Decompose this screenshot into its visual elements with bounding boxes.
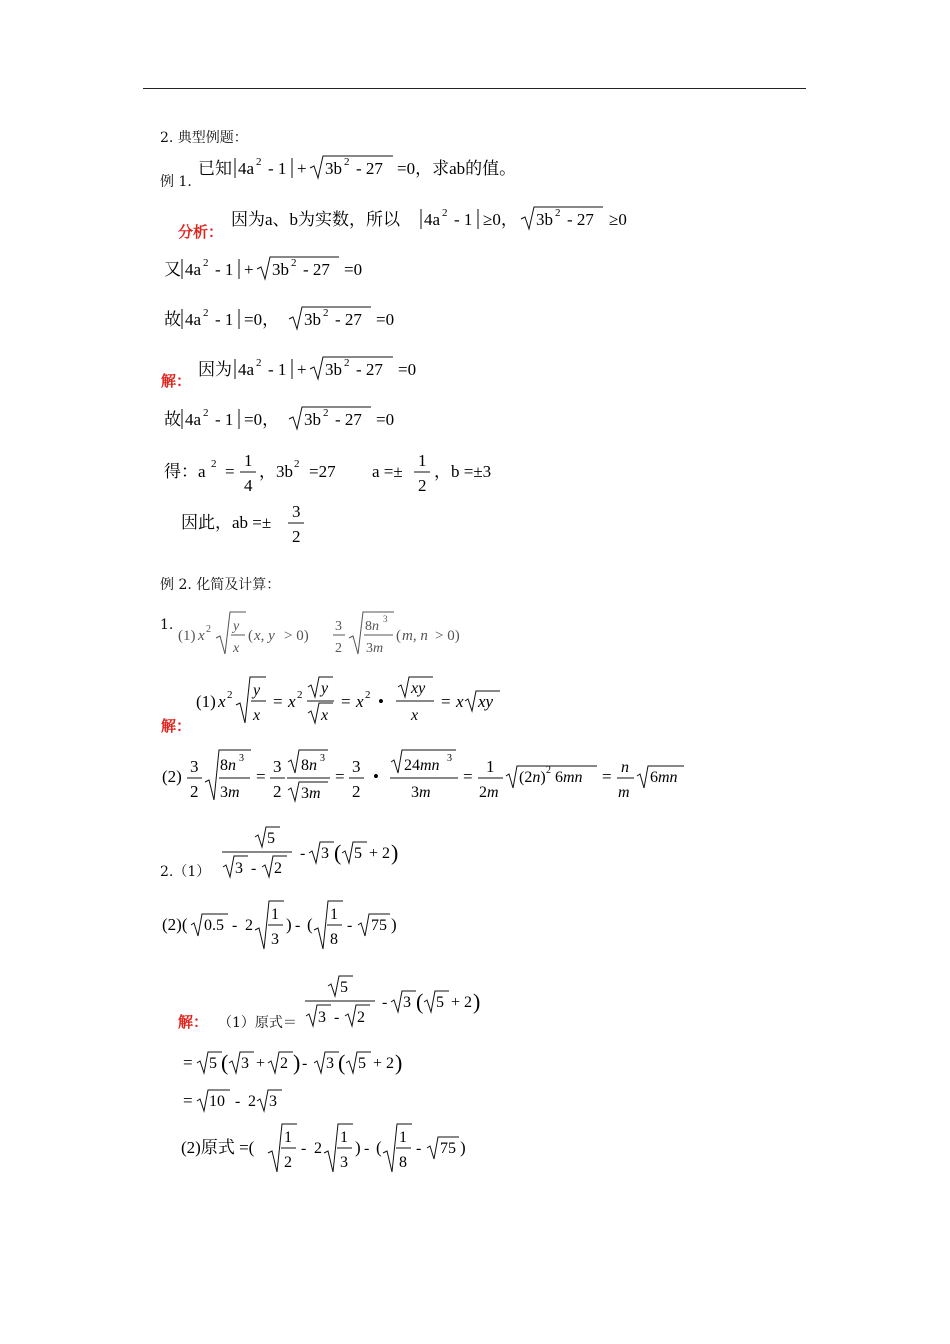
example2-label: 例 2. 化简及计算： [160,577,281,593]
svg-text:-: - [364,1140,370,1157]
svg-text:(2)原式 =(: (2)原式 =( [181,1138,255,1157]
svg-text:3m: 3m [220,784,240,801]
svg-text:4: 4 [244,476,253,495]
svg-text:≥0，: ≥0， [483,210,518,229]
analysis-line1 [231,201,651,235]
svg-text:=0，: =0， [244,410,280,429]
example1-label: 例 1. [160,174,192,190]
svg-text:x: x [198,628,205,644]
svg-text:=: = [463,767,473,786]
svg-text:(1): (1) [178,628,196,644]
svg-text:): ) [286,915,292,934]
svg-text:x: x [288,692,296,711]
sol2-line2 [183,1044,423,1078]
solution-line3 [164,448,524,498]
svg-text:- 27: - 27 [356,159,383,178]
svg-text:2: 2 [203,257,209,269]
svg-text:1: 1 [418,451,427,470]
svg-text:): ) [391,915,397,934]
svg-text:+: + [244,260,254,279]
svg-text:3: 3 [326,1055,334,1072]
solution-2 [162,746,702,806]
svg-text:3: 3 [292,502,301,521]
svg-text:2: 2 [190,782,199,801]
svg-text:=: = [225,462,235,481]
svg-text:x: x [456,692,464,711]
q1-expression [178,608,478,660]
example2-solution2-label: 解： [178,1013,209,1031]
svg-text:x: x [253,707,261,724]
svg-text:x: x [321,707,329,724]
svg-text:5: 5 [354,845,362,862]
svg-text:(: ( [334,840,342,865]
svg-text:-: - [295,917,301,934]
svg-text:2: 2 [352,782,361,801]
svg-text:m: m [618,784,630,801]
svg-text:•: • [378,692,384,711]
svg-text:2: 2 [206,624,211,635]
svg-text:x: x [411,707,419,724]
svg-text:+: + [297,360,307,379]
svg-text:2: 2 [211,458,217,470]
svg-text:2m: 2m [479,784,499,801]
svg-text:> 0): > 0) [284,628,309,644]
svg-text:故: 故 [164,310,181,329]
svg-text:8: 8 [399,1154,407,1171]
svg-text:2: 2 [555,207,561,219]
svg-text:3: 3 [320,753,325,764]
svg-text:=0: =0 [376,410,395,429]
svg-text:=27: =27 [309,462,336,481]
svg-text:3: 3 [318,1009,326,1026]
svg-text:故: 故 [164,410,181,429]
svg-text:- 1: - 1 [215,410,234,429]
svg-text:xy: xy [478,692,494,711]
q2-number: 2.（1） [160,864,211,880]
svg-text:(: ( [307,915,313,934]
svg-text:5: 5 [340,979,348,996]
svg-text:3: 3 [241,1055,249,1072]
svg-text:3b: 3b [304,310,321,329]
svg-text:=: = [602,767,612,786]
svg-text:3: 3 [190,757,199,776]
svg-text:-: - [347,917,353,934]
svg-text:(: ( [416,989,424,1014]
svg-text:a =±: a =± [372,462,403,481]
svg-text:=0: =0 [344,260,363,279]
svg-text:1: 1 [330,906,338,923]
svg-text:2: 2 [418,476,427,495]
analysis-line3 [164,301,424,335]
svg-text:2: 2 [273,782,282,801]
svg-text:3: 3 [273,757,282,776]
svg-text:4a: 4a [185,410,202,429]
solution-label: 解： [161,372,192,390]
svg-text:2: 2 [248,1093,256,1110]
svg-text:3: 3 [239,753,244,764]
svg-text:=: = [441,692,451,711]
solution-line4 [181,500,321,550]
svg-text:m, n: m, n [402,628,428,644]
svg-text:): ) [460,1138,466,1157]
section-title: 2. 典型例题： [160,130,248,146]
svg-text:3b: 3b [304,410,321,429]
svg-text:+: + [297,159,307,178]
svg-text:1: 1 [399,1129,407,1146]
svg-text:得：a: 得：a [164,462,206,481]
svg-text:4a: 4a [185,260,202,279]
svg-text:3: 3 [340,1154,348,1171]
svg-text:3: 3 [269,1093,277,1110]
svg-text:2: 2 [227,689,233,701]
sol2-line3 [183,1082,323,1116]
svg-text:- 1: - 1 [268,159,287,178]
svg-text:- 27: - 27 [335,410,362,429]
svg-text:2: 2 [294,458,300,470]
svg-text:0.5: 0.5 [204,917,224,934]
svg-text:，b =±3: ，b =±3 [434,462,492,481]
svg-text:-: - [300,845,306,862]
svg-text:(: ( [396,628,401,644]
solution-line1 [198,351,438,385]
svg-text:8: 8 [330,931,338,948]
svg-text:=: = [183,1053,193,1072]
svg-text:4a: 4a [424,210,441,229]
svg-text:(: ( [338,1050,346,1075]
svg-text:≥0: ≥0 [609,210,627,229]
svg-text:又: 又 [164,260,181,279]
svg-text:2: 2 [280,1055,288,1072]
q2-part1 [220,823,420,881]
example2-solution-label: 解： [161,717,192,735]
svg-text:y: y [253,682,261,699]
svg-text:2: 2 [297,689,303,701]
svg-text:-: - [382,994,388,1011]
svg-text:=0: =0 [398,360,417,379]
svg-text:2: 2 [335,641,342,656]
svg-text:75: 75 [440,1140,456,1157]
svg-text:2: 2 [291,257,297,269]
svg-text:(2)(: (2)( [162,915,188,934]
svg-text:1: 1 [340,1129,348,1146]
svg-text:已知: 已知 [198,159,232,178]
svg-text:24mn: 24mn [404,757,440,774]
svg-text:y: y [233,619,240,634]
q2-part2 [162,897,412,953]
svg-text:3b: 3b [325,360,342,379]
svg-text:75: 75 [371,917,387,934]
svg-text:2: 2 [284,1154,292,1171]
svg-text:- 27: - 27 [567,210,594,229]
svg-text:y: y [321,680,329,697]
sol2-line1 [303,972,503,1030]
svg-text:2: 2 [323,307,329,319]
svg-text:2: 2 [203,307,209,319]
svg-text:+ 2: + 2 [373,1055,395,1072]
svg-text:6mn: 6mn [555,769,583,786]
svg-text:3: 3 [383,614,388,624]
svg-text:-: - [251,860,257,877]
svg-text:=0，求ab的值。: =0，求ab的值。 [397,159,517,178]
svg-text:(: ( [376,1138,382,1157]
svg-text:2: 2 [323,407,329,419]
svg-text:=0，: =0， [244,310,280,329]
svg-text:-: - [232,917,238,934]
svg-text:2: 2 [292,527,301,546]
svg-text:(2n): (2n) [519,769,546,786]
svg-text:- 1: - 1 [454,210,473,229]
svg-text:=: = [183,1091,193,1110]
svg-text:1: 1 [284,1129,292,1146]
svg-text:8n: 8n [365,619,379,634]
svg-text:x: x [356,692,364,711]
svg-text:2: 2 [344,357,350,369]
analysis-label: 分析： [178,223,224,241]
svg-text:4a: 4a [185,310,202,329]
svg-text:- 1: - 1 [268,360,287,379]
svg-text:•: • [373,767,379,786]
svg-text:-: - [235,1093,241,1110]
svg-text:=: = [341,692,351,711]
svg-text:2: 2 [546,765,551,776]
svg-text:+: + [256,1055,266,1072]
svg-text:(2): (2) [162,767,182,786]
svg-text:2: 2 [245,917,253,934]
svg-text:> 0): > 0) [435,628,460,644]
svg-text:5: 5 [209,1055,217,1072]
svg-text:3: 3 [235,860,243,877]
svg-text:x, y: x, y [254,628,275,644]
svg-text:因为a、b为实数，所以: 因为a、b为实数，所以 [231,210,401,229]
svg-text:n: n [621,759,629,776]
svg-text:8n: 8n [301,757,317,774]
svg-text:3m: 3m [411,784,431,801]
svg-text:3: 3 [271,931,279,948]
example1-problem [198,150,558,184]
q1-number: 1. [160,617,174,633]
svg-text:x: x [233,641,240,656]
svg-text:- 27: - 27 [303,260,330,279]
svg-text:3b: 3b [272,260,289,279]
svg-text:3m: 3m [301,785,321,802]
svg-text:因为: 因为 [198,360,232,379]
solution-1 [196,673,516,729]
svg-text:4a: 4a [238,360,255,379]
svg-text:(1): (1) [196,692,216,711]
svg-text:=: = [335,767,345,786]
sol2-line4 [181,1120,481,1176]
svg-text:+ 2: + 2 [451,994,473,1011]
svg-text:xy: xy [411,680,426,697]
svg-text:5: 5 [267,830,275,847]
svg-text:-: - [301,1140,307,1157]
svg-text:2: 2 [274,860,282,877]
svg-text:(: ( [248,628,253,644]
svg-text:- 1: - 1 [215,260,234,279]
svg-text:3: 3 [352,757,361,776]
svg-text:=: = [256,767,266,786]
solution-line2 [164,401,424,435]
svg-text:3b: 3b [536,210,553,229]
svg-text:2: 2 [357,1009,365,1026]
svg-text:1: 1 [271,906,279,923]
analysis-line2 [164,251,394,285]
svg-text:+ 2: + 2 [369,845,391,862]
svg-text:): ) [293,1050,301,1075]
svg-text:): ) [473,989,481,1014]
svg-text:5: 5 [436,994,444,1011]
svg-text:2: 2 [256,357,262,369]
svg-text:3: 3 [447,753,452,764]
svg-text:2: 2 [344,156,350,168]
svg-text:，3b: ，3b [259,462,293,481]
svg-text:因此，ab =±: 因此，ab =± [181,513,272,532]
svg-text:4a: 4a [238,159,255,178]
svg-text:-: - [334,1009,340,1026]
svg-text:6mn: 6mn [650,769,678,786]
svg-text:=: = [273,692,283,711]
sol2-prefix: （1）原式＝ [218,1015,297,1031]
svg-text:): ) [355,1138,361,1157]
svg-text:2: 2 [256,156,262,168]
svg-text:x: x [218,692,226,711]
svg-text:2: 2 [203,407,209,419]
header-rule [143,88,806,89]
svg-text:1: 1 [244,451,253,470]
svg-text:10: 10 [209,1093,225,1110]
svg-text:2: 2 [442,207,448,219]
svg-text:8n: 8n [220,757,236,774]
svg-text:): ) [391,840,399,865]
svg-text:3: 3 [335,619,342,634]
svg-text:- 27: - 27 [335,310,362,329]
svg-text:1: 1 [486,757,495,776]
svg-text:5: 5 [358,1055,366,1072]
svg-text:=0: =0 [376,310,395,329]
svg-text:- 1: - 1 [215,310,234,329]
svg-text:): ) [395,1050,403,1075]
svg-text:2: 2 [314,1140,322,1157]
svg-text:3b: 3b [325,159,342,178]
svg-text:(: ( [221,1050,229,1075]
svg-text:3m: 3m [366,641,384,656]
svg-text:-: - [302,1055,308,1072]
svg-text:2: 2 [365,689,371,701]
svg-text:-: - [416,1140,422,1157]
svg-text:3: 3 [403,994,411,1011]
svg-text:3: 3 [321,845,329,862]
svg-text:- 27: - 27 [356,360,383,379]
